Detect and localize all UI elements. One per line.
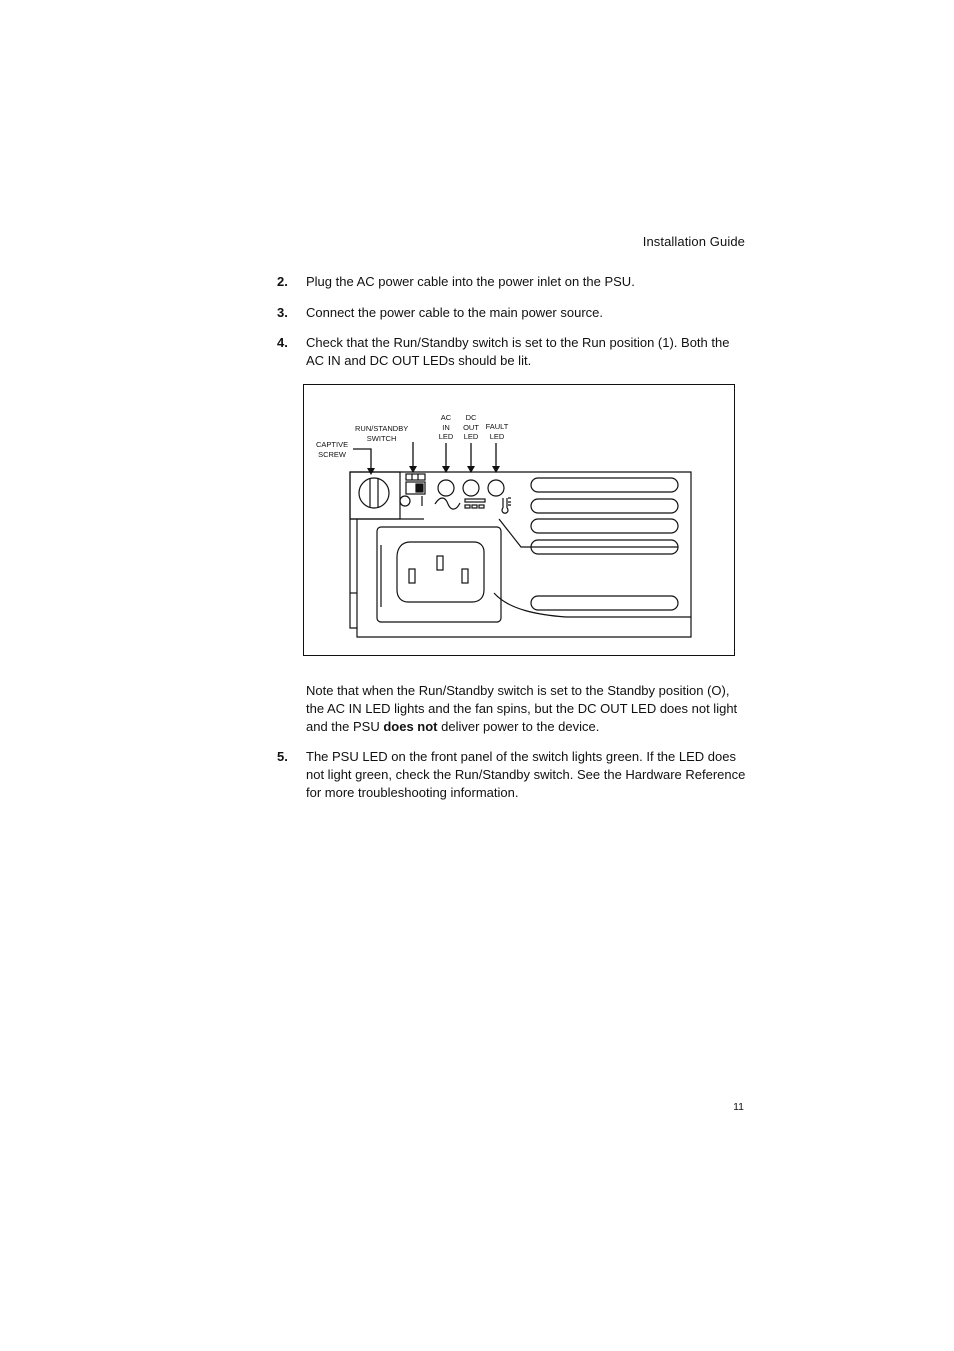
step-number: 5. <box>277 749 288 764</box>
power-inlet-socket <box>397 542 484 602</box>
inlet-pin <box>409 569 415 583</box>
ac-in-led <box>438 480 454 496</box>
ac-in-led-label: AC IN LED <box>438 413 454 441</box>
psu-panel-figure <box>303 384 735 656</box>
step-text: Connect the power cable to the main power source. <box>306 305 604 320</box>
dc-symbol-icon <box>465 499 485 502</box>
power-inlet-housing <box>377 527 501 622</box>
inlet-pin <box>437 556 443 570</box>
dc-out-led <box>463 480 479 496</box>
step-4 <box>277 334 747 370</box>
dc-out-led-label: DC OUT LED <box>463 413 479 441</box>
step-text: Check that the Run/Standby switch is set to the Run position (1). Both the AC IN and DC OUT LEDs should be lit. <box>306 335 730 368</box>
vent-slot <box>531 478 678 492</box>
note-text: Note that when the Run/Standby switch is set to the Standby position (O), the AC IN LED lights and the fan spins, but the DC OUT LED does not light and the PSU <box>306 683 738 734</box>
thermometer-icon <box>502 498 511 513</box>
step-3 <box>277 304 747 322</box>
step-text: Plug the AC power cable into the power inlet on the PSU. <box>306 274 635 289</box>
captive-screw-icon <box>359 478 389 508</box>
run-standby-switch-label: RUN/STANDBY SWITCH <box>355 424 409 443</box>
captive-screw-housing <box>350 472 400 519</box>
note-emphasis: does not <box>383 719 438 734</box>
vent-slot <box>531 519 678 533</box>
callout-arrowheads <box>367 466 500 475</box>
step-number: 2. <box>277 274 288 289</box>
switch-standby-mark <box>400 496 410 506</box>
page-number: 11 <box>733 1101 744 1113</box>
step-text: The PSU LED on the front panel of the switch lights green. If the LED does not light green, check the Run/Standby switch. See the Hardware Reference for more troubleshooting information. <box>306 749 746 800</box>
ac-wave-icon <box>435 498 460 509</box>
running-header: Installation Guide <box>642 234 745 249</box>
note-text-end: deliver power to the device. <box>437 719 600 734</box>
vent-slot <box>531 596 678 610</box>
vent-slot <box>531 499 678 513</box>
inlet-pin <box>462 569 468 583</box>
step-number: 3. <box>277 305 288 320</box>
step-5 <box>277 748 747 802</box>
step-2 <box>277 273 747 291</box>
fault-led <box>488 480 504 496</box>
switch-position-marks <box>406 474 425 480</box>
captive-screw-label: CAPTIVE SCREW <box>316 440 349 459</box>
fault-led-label: FAULT LED <box>485 422 509 441</box>
step-number: 4. <box>277 335 288 350</box>
standby-note <box>306 682 747 736</box>
